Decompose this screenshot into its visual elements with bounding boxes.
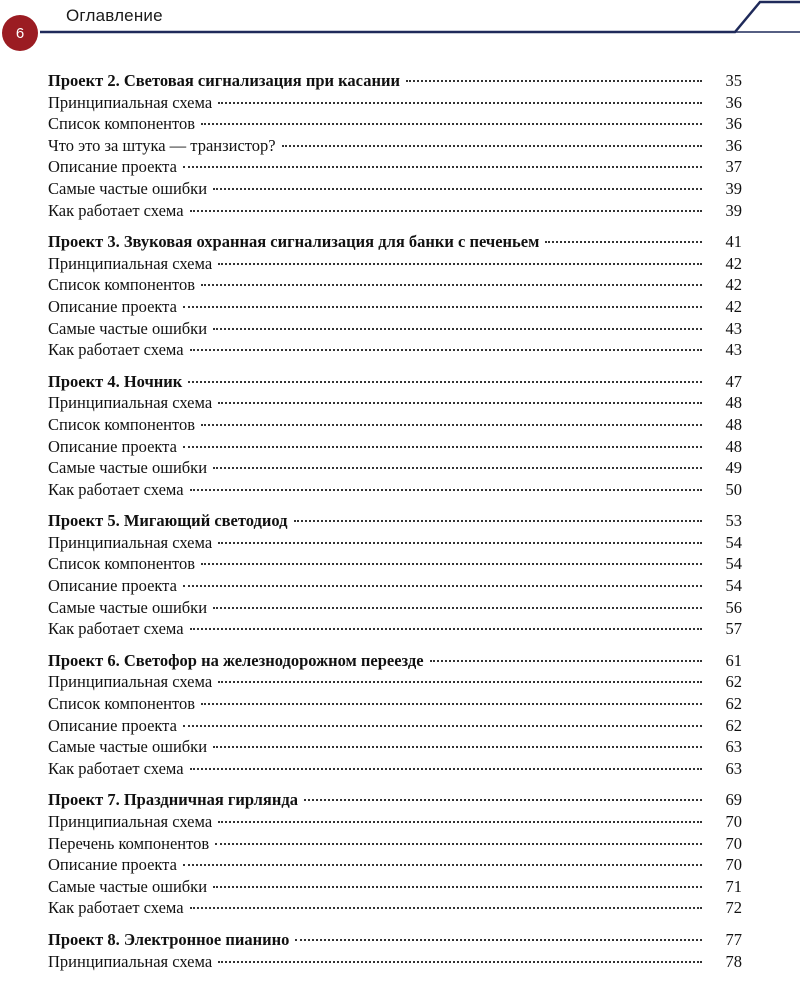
toc-entry[interactable]	[48, 318, 742, 340]
project-title-label: Проект 4. Ночник	[48, 371, 183, 391]
dot-leader	[183, 583, 702, 587]
page-number: 69	[725, 790, 742, 810]
entry-label: Список компонентов	[48, 114, 196, 134]
dot-leader	[183, 444, 702, 448]
toc-entry[interactable]	[48, 414, 742, 436]
dot-leader	[201, 121, 702, 125]
dot-leader	[304, 797, 702, 801]
toc-entry[interactable]	[48, 951, 742, 973]
page-number: 62	[725, 715, 742, 735]
page-header	[0, 0, 800, 60]
page-number: 35	[725, 71, 742, 90]
entry-label: Список компонентов	[48, 414, 196, 434]
dot-leader	[190, 487, 702, 491]
toc-section	[48, 510, 742, 640]
page-number: 37	[725, 157, 742, 177]
project-title-label: Проект 3. Звуковая охранная сигнализация для банки с печеньем	[48, 232, 540, 252]
dot-leader	[406, 78, 702, 82]
toc-entry[interactable]	[48, 178, 742, 200]
entry-label: Принципиальная схема	[48, 951, 213, 971]
entry-label: Принципиальная схема	[48, 812, 213, 831]
entry-label: Самые частые ошибки	[48, 597, 208, 617]
page-number: 50	[725, 479, 742, 499]
page-number: 43	[725, 340, 742, 360]
page-number: 62	[725, 694, 742, 714]
dot-leader	[218, 100, 702, 104]
entry-label: Принципиальная схема	[48, 92, 213, 112]
page-number: 54	[725, 554, 742, 574]
toc-entry[interactable]	[48, 457, 742, 479]
dot-leader	[183, 862, 702, 866]
entry-label: Принципиальная схема	[48, 253, 213, 273]
entry-label: Как работает схема	[48, 898, 184, 918]
toc-entry[interactable]	[48, 876, 742, 898]
entry-label: Самые частые ошибки	[48, 318, 208, 338]
page-number: 36	[725, 135, 742, 155]
page-number: 62	[725, 672, 742, 692]
dot-leader	[294, 518, 702, 522]
entry-label: Как работает схема	[48, 619, 184, 639]
toc-section	[48, 789, 742, 919]
toc-project-title[interactable]	[48, 789, 742, 811]
page-number: 36	[725, 92, 742, 112]
entry-label: Принципиальная схема	[48, 393, 213, 413]
project-title-label: Проект 2. Световая сигнализация при касании	[48, 71, 400, 90]
toc-entry[interactable]	[48, 758, 742, 780]
entry-label: Описание проекта	[48, 576, 177, 596]
toc-project-title[interactable]	[48, 371, 742, 393]
entry-label: Самые частые ошибки	[48, 178, 208, 198]
entry-label: Описание проекта	[48, 715, 177, 735]
toc-entry[interactable]	[48, 736, 742, 758]
dot-leader	[183, 723, 702, 727]
project-title-label: Проект 5. Мигающий светодиод	[48, 511, 288, 531]
toc-entry[interactable]	[48, 693, 742, 715]
toc-section	[48, 70, 742, 221]
page-number: 70	[725, 855, 742, 875]
entry-label: Список компонентов	[48, 694, 196, 714]
page-number: 42	[725, 275, 742, 295]
entry-label: Как работает схема	[48, 200, 184, 220]
page-number: 56	[725, 597, 742, 617]
dot-leader	[213, 744, 702, 748]
toc-section	[48, 650, 742, 780]
dot-leader	[201, 561, 702, 565]
page-number: 53	[725, 511, 742, 531]
toc-section	[48, 231, 742, 361]
dot-leader	[183, 304, 702, 308]
dot-leader	[545, 239, 702, 243]
toc-entry[interactable]	[48, 479, 742, 501]
toc-entry[interactable]	[48, 618, 742, 640]
page-number: 48	[725, 414, 742, 434]
project-title-label: Проект 7. Праздничная гирлянда	[48, 790, 298, 810]
page-number: 47	[725, 371, 742, 391]
entry-label: Список компонентов	[48, 275, 196, 295]
toc-entry[interactable]	[48, 92, 742, 114]
project-title-label: Проект 6. Светофор на железнодорожном переезде	[48, 650, 424, 670]
page-number: 61	[725, 650, 742, 670]
dot-leader	[190, 626, 702, 630]
dot-leader	[190, 766, 702, 770]
entry-label: Самые частые ошибки	[48, 737, 208, 757]
dot-leader	[218, 261, 702, 265]
toc-project-title[interactable]	[48, 70, 742, 92]
dot-leader	[213, 465, 702, 469]
toc-entry[interactable]	[48, 715, 742, 737]
page-number: 48	[725, 393, 742, 413]
dot-leader	[201, 282, 702, 286]
toc-section	[48, 371, 742, 501]
page-number: 70	[725, 833, 742, 853]
entry-label: Как работает схема	[48, 340, 184, 360]
page-number: 39	[725, 178, 742, 198]
page-number: 43	[725, 318, 742, 338]
page-number: 71	[725, 876, 742, 896]
dot-leader	[218, 959, 702, 963]
page-number: 63	[725, 758, 742, 778]
toc-entry[interactable]	[48, 597, 742, 619]
entry-label: Что это за штука — транзистор?	[48, 135, 276, 155]
entry-label: Как работает схема	[48, 758, 184, 778]
page-number: 49	[725, 458, 742, 478]
entry-label: Описание проекта	[48, 436, 177, 456]
toc-entry[interactable]	[48, 897, 742, 919]
dot-leader	[282, 143, 702, 147]
page-number: 39	[725, 200, 742, 220]
toc-entry[interactable]	[48, 833, 742, 855]
toc-entry[interactable]	[48, 200, 742, 222]
entry-label: Перечень компонентов	[48, 833, 210, 853]
dot-leader	[295, 937, 702, 941]
toc-entry[interactable]	[48, 253, 742, 275]
toc-entry[interactable]	[48, 296, 742, 318]
page-number: 42	[725, 253, 742, 273]
entry-label: Самые частые ошибки	[48, 876, 208, 896]
toc-entry[interactable]	[48, 274, 742, 296]
dot-leader	[430, 658, 702, 662]
page-number: 41	[725, 232, 742, 252]
dot-leader	[190, 347, 702, 351]
toc-project-title[interactable]	[48, 650, 742, 672]
toc-entry[interactable]	[48, 553, 742, 575]
toc-entry[interactable]	[48, 671, 742, 693]
toc-project-title[interactable]	[48, 231, 742, 253]
dot-leader	[218, 400, 702, 404]
page-number: 36	[725, 114, 742, 134]
dot-leader	[201, 422, 702, 426]
page-number: 48	[725, 436, 742, 456]
table-of-contents	[48, 70, 742, 982]
toc-project-title[interactable]	[48, 929, 742, 951]
dot-leader	[201, 701, 702, 705]
toc-entry[interactable]	[48, 113, 742, 135]
page-number: 54	[725, 576, 742, 596]
entry-label: Самые частые ошибки	[48, 458, 208, 478]
page-number: 72	[725, 898, 742, 918]
dot-leader	[188, 379, 702, 383]
entry-label: Как работает схема	[48, 479, 184, 499]
page-number: 78	[725, 951, 742, 971]
entry-label: Принципиальная схема	[48, 532, 213, 552]
entry-label: Принципиальная схема	[48, 672, 213, 692]
entry-label: Описание проекта	[48, 296, 177, 316]
page-number: 54	[725, 532, 742, 552]
toc-entry[interactable]	[48, 532, 742, 554]
toc-entry[interactable]	[48, 436, 742, 458]
dot-leader	[218, 679, 702, 683]
page-number: 57	[725, 619, 742, 639]
dot-leader	[183, 164, 702, 168]
toc-entry[interactable]	[48, 811, 742, 833]
page-number: 63	[725, 737, 742, 757]
page-number-badge: 6	[2, 15, 38, 51]
dot-leader	[215, 841, 702, 845]
toc-entry[interactable]	[48, 854, 742, 876]
project-title-label: Проект 8. Электронное пианино	[48, 929, 290, 949]
dot-leader	[213, 326, 702, 330]
toc-section	[48, 929, 742, 972]
entry-label: Список компонентов	[48, 554, 196, 574]
page-number: 77	[725, 929, 742, 949]
dot-leader	[218, 819, 702, 823]
dot-leader	[213, 186, 702, 190]
toc-entry[interactable]	[48, 135, 742, 157]
page-number: 42	[725, 296, 742, 316]
toc-entry[interactable]	[48, 575, 742, 597]
dot-leader	[213, 884, 702, 888]
toc-entry[interactable]	[48, 156, 742, 178]
page-title: Оглавление	[66, 6, 163, 25]
page-number: 70	[725, 812, 742, 831]
toc-entry[interactable]	[48, 339, 742, 361]
dot-leader	[218, 540, 702, 544]
dot-leader	[190, 905, 702, 909]
entry-label: Описание проекта	[48, 855, 177, 875]
dot-leader	[190, 208, 702, 212]
entry-label: Описание проекта	[48, 157, 177, 177]
toc-project-title[interactable]	[48, 510, 742, 532]
dot-leader	[213, 605, 702, 609]
toc-entry[interactable]	[48, 392, 742, 414]
